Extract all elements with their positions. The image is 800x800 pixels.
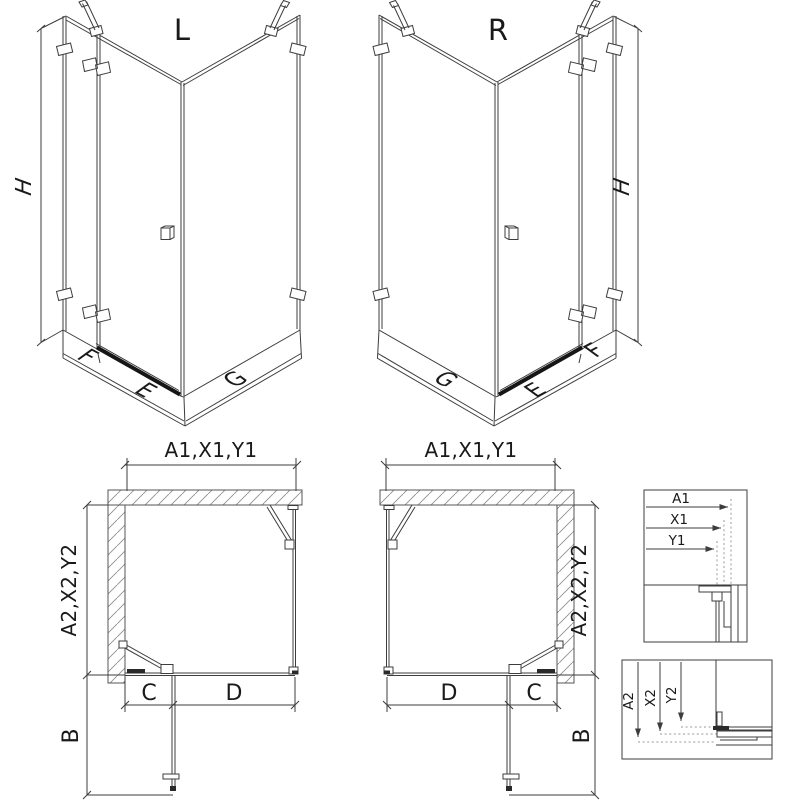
wall-clamp — [290, 43, 306, 56]
dim-door-swing: B — [570, 728, 595, 744]
wall-clamp — [606, 288, 622, 301]
wall-bracket — [119, 641, 127, 648]
dim-depth-side: A2,X2,Y2 — [567, 543, 591, 637]
hinge-plate — [127, 669, 145, 674]
wall-hatch — [108, 490, 302, 505]
support-bar — [576, 0, 600, 37]
detail-box-depth — [622, 660, 772, 759]
dim-door-width: D — [225, 681, 243, 706]
door-handle — [163, 774, 179, 779]
glass-bracket — [384, 506, 394, 510]
profile-clamp — [717, 712, 722, 726]
wall-clamp — [373, 43, 389, 56]
support-bar — [265, 1, 290, 37]
profile-bracket — [699, 586, 731, 592]
dim-label-side: G — [426, 367, 465, 392]
door-hinge — [569, 305, 597, 323]
wall-hatch — [380, 490, 574, 505]
view-title-right: R — [487, 13, 509, 47]
dim-door-swing: B — [59, 728, 84, 744]
dim-door-width: D — [440, 681, 458, 706]
detail-label-y2: Y2 — [664, 686, 680, 704]
iso-view-right — [373, 0, 642, 426]
door-foot — [506, 786, 512, 791]
dim-label-door: E — [517, 378, 554, 402]
wall-clamp — [373, 288, 389, 301]
door-hinge — [83, 58, 111, 76]
detail-label-x2: X2 — [643, 689, 659, 707]
dim-depth-side: A2,X2,Y2 — [57, 543, 81, 637]
detail-label-a1: A1 — [672, 491, 690, 507]
dim-label-fixed: F — [577, 339, 612, 362]
dim-width-top: A1,X1,Y1 — [164, 438, 258, 462]
dim-label-fixed: F — [70, 345, 105, 368]
dim-label-height: H — [609, 176, 635, 198]
corner-clip — [292, 671, 298, 675]
strut-foot — [388, 540, 397, 549]
hinge-plate — [537, 669, 555, 674]
corner-clip — [384, 671, 390, 675]
hinge-plate — [713, 726, 729, 730]
door-foot — [170, 786, 176, 791]
wall-clamp — [57, 43, 73, 56]
wall-clamp — [606, 43, 622, 56]
door-pivot — [161, 665, 173, 674]
support-bar — [79, 0, 103, 37]
profile-rail — [717, 731, 772, 737]
support-bar — [390, 1, 415, 37]
strut-foot — [285, 540, 294, 549]
door-hinge — [83, 305, 111, 323]
door-handle-knob — [161, 226, 174, 240]
dim-width-top: A1,X1,Y1 — [424, 438, 518, 462]
detail-label-x1: X1 — [670, 512, 688, 528]
detail-box-width — [644, 490, 747, 642]
detail-label-y1: Y1 — [668, 533, 686, 549]
dim-label-height: H — [11, 176, 37, 198]
dim-label-door: E — [127, 378, 164, 402]
wall-clamp — [57, 288, 73, 301]
door-handle — [503, 774, 519, 779]
detail-label-a2: A2 — [621, 692, 637, 710]
plan-view-left-walls — [108, 490, 302, 683]
wall-bracket — [555, 641, 563, 648]
door-handle-knob — [505, 226, 518, 240]
door-pivot — [509, 665, 521, 674]
glass-bracket — [288, 506, 298, 510]
wall-hatch — [108, 505, 125, 683]
dim-door-offset: C — [141, 681, 157, 706]
dim-label-side: G — [216, 367, 255, 392]
door-hinge — [569, 58, 597, 76]
view-title-left: L — [173, 13, 191, 47]
profile-clamp — [712, 592, 722, 601]
dim-door-offset: C — [526, 681, 542, 706]
wall-clamp — [290, 288, 306, 301]
plan-view-right-walls — [380, 490, 574, 683]
